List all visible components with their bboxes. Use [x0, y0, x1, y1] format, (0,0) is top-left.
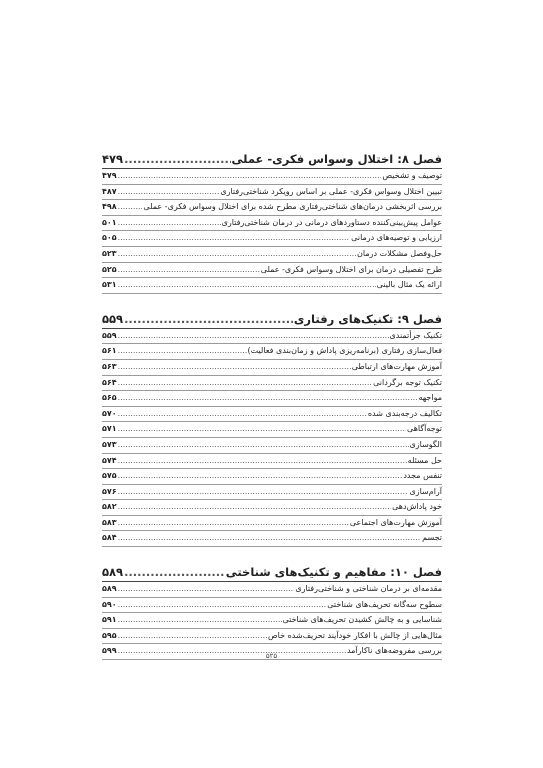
leader-dots: [118, 500, 391, 515]
entry-page-number: ۵۰۵: [102, 233, 117, 243]
leader-dots: [118, 329, 389, 344]
leader-dots: [118, 391, 418, 406]
entry-page-number: ۵۶۴: [102, 377, 117, 387]
entry-title: حل‌وفصل مشکلات درمان: [357, 248, 442, 258]
toc-entry: [102, 582, 442, 598]
entry-title: تکنیک جرأتمندی: [389, 330, 442, 340]
leader-dots: [118, 263, 260, 278]
leader-dots: [118, 407, 367, 422]
entry-page-number: ۵۸۹: [102, 584, 117, 594]
toc-entry: [102, 247, 442, 263]
entry-title: تکالیف درجه‌بندی شده: [367, 408, 442, 418]
entry-page-number: ۵۳۱: [102, 280, 117, 290]
leader-dots: [124, 152, 230, 167]
toc-entry: [102, 531, 442, 547]
toc-entry: [102, 500, 442, 516]
toc-entry: [102, 231, 442, 247]
leader-dots: [118, 629, 267, 644]
entry-title: سطوح سه‌گانه تحریف‌های شناختی: [327, 599, 442, 609]
entry-page-number: ۵۶۵: [102, 393, 117, 403]
entry-page-number: ۵۶۳: [102, 361, 117, 371]
entry-title: توجه‌آگاهی: [407, 424, 442, 434]
toc-entry: [102, 613, 442, 629]
toc-entry: [102, 454, 442, 470]
entry-page-number: ۴۸۷: [102, 186, 117, 196]
chapter-heading: [102, 312, 442, 329]
entry-title: بررسی مفروضه‌های ناکارآمد: [346, 646, 442, 656]
leader-dots: [118, 438, 409, 453]
toc-entry: [102, 360, 442, 376]
toc-entry: [102, 407, 442, 423]
toc-entry: [102, 169, 442, 185]
leader-dots: [118, 469, 403, 484]
toc-entry: [102, 629, 442, 645]
chapter-page-number: ۵۸۹: [102, 565, 124, 580]
leader-dots: [118, 278, 376, 293]
entry-page-number: ۵۶۱: [102, 346, 117, 356]
entry-title: تکنیک توجه برگردانی: [373, 377, 442, 387]
entry-title: فعال‌سازی رفتاری (برنامه‌ریزی پاداش و زمان‌بندی فعالیت): [247, 346, 442, 356]
toc-entry: [102, 200, 442, 216]
entry-page-number: ۵۹۹: [102, 646, 117, 656]
entry-title: خود پاداش‌دهی: [392, 502, 442, 512]
leader-dots: [118, 216, 221, 231]
toc-entry: [102, 216, 442, 232]
entry-title: تنفس مجدد: [403, 471, 442, 481]
entry-title: آموزش مهارت‌های اجتماعی: [349, 517, 442, 527]
leader-dots: [118, 598, 327, 613]
entry-page-number: ۵۷۰: [102, 408, 117, 418]
chapter-title: فصل ۸: اختلال وسواس فکری- عملی: [231, 152, 442, 166]
entry-title: تبیین اختلال وسواس فکری- عملی بر اساس رویکرد شناختی‌رفتاری: [220, 186, 442, 196]
leader-dots: [118, 376, 372, 391]
toc-entry: [102, 185, 442, 201]
entry-title: توصیف و تشخیص: [382, 171, 442, 180]
entry-page-number: ۵۹۵: [102, 630, 117, 640]
toc-entry: [102, 469, 442, 485]
entry-title: بررسی اثربخشی درمان‌های شناختی‌رفتاری مطرح شده برای اختلال وسواس فکری- عملی: [143, 202, 442, 212]
entry-title: الگوسازی: [409, 439, 442, 449]
entry-page-number: ۵۸۲: [102, 502, 117, 512]
entry-title: تجسم: [422, 533, 442, 543]
entry-title: مقدمه‌ای بر درمان شناختی و شناختی‌رفتاری: [295, 584, 442, 594]
leader-dots: [118, 344, 247, 359]
entry-title: آموزش مهارت‌های ارتباطی: [351, 361, 442, 371]
entry-page-number: ۵۵۹: [102, 330, 117, 340]
leader-dots: [118, 531, 421, 546]
entry-page-number: ۵۸۴: [102, 533, 117, 543]
leader-dots: [118, 169, 382, 184]
entry-page-number: ۵۰۱: [102, 217, 117, 227]
entry-title: ارزیابی و توصیه‌های درمانی: [351, 233, 442, 243]
entry-page-number: ۴۹۸: [102, 202, 117, 212]
entry-page-number: ۴۷۹: [102, 171, 117, 180]
chapter-heading: [102, 565, 442, 582]
entry-page-number: ۵۲۵: [102, 264, 117, 274]
chapter-title: فصل ۱۰: مفاهیم و تکنیک‌های شناختی: [225, 565, 442, 580]
leader-dots: [118, 360, 351, 375]
toc-entry: [102, 485, 442, 501]
leader-dots: [118, 422, 406, 437]
toc-entry: [102, 263, 442, 279]
leader-dots: [118, 231, 351, 246]
chapter-heading: [102, 152, 442, 169]
leader-dots: [118, 516, 349, 531]
leader-dots: [124, 312, 293, 327]
entry-page-number: ۵۷۱: [102, 424, 117, 434]
leader-dots: [118, 582, 295, 597]
leader-dots: [118, 485, 409, 500]
leader-dots: [118, 454, 407, 469]
chapter-section: [102, 565, 442, 660]
entry-page-number: ۵۷۴: [102, 455, 117, 465]
toc-entry: [102, 438, 442, 454]
entry-page-number: ۵۸۳: [102, 517, 117, 527]
entry-title: ارائه یک مثال بالینی: [376, 280, 442, 290]
leader-dots: [118, 613, 282, 628]
chapter-section: [102, 312, 442, 547]
entry-title: مواجهه: [418, 393, 442, 403]
toc-entry: [102, 598, 442, 614]
entry-title: مثال‌هایی از چالش با افکار خودآیند تحریف‌شده خاص: [268, 630, 442, 640]
toc-entry: [102, 391, 442, 407]
entry-title: طرح تفصیلی درمان برای اختلال وسواس فکری- عملی: [260, 264, 442, 274]
toc-entry: [102, 376, 442, 392]
table-of-contents: [102, 152, 442, 678]
entry-page-number: ۵۷۳: [102, 439, 117, 449]
entry-page-number: ۵۹۰: [102, 599, 117, 609]
toc-entry: [102, 422, 442, 438]
entry-page-number: ۵۷۵: [102, 471, 117, 481]
leader-dots: [118, 200, 143, 215]
folio-page-number: ۵۲۵: [265, 652, 278, 660]
toc-entry: [102, 344, 442, 360]
leader-dots: [124, 565, 225, 580]
toc-entry: [102, 278, 442, 294]
entry-page-number: ۵۹۱: [102, 615, 117, 625]
entry-title: عوامل پیش‌بینی‌کننده دستاوردهای درمانی در درمان شناختی‌رفتاری: [221, 217, 442, 227]
leader-dots: [118, 185, 220, 200]
entry-title: حل مسئله: [407, 455, 442, 465]
entry-page-number: ۵۷۶: [102, 486, 117, 496]
toc-entry: [102, 329, 442, 345]
entry-page-number: ۵۲۳: [102, 248, 117, 258]
entry-title: شناسایی و به چالش کشیدن تحریف‌های شناختی: [282, 615, 442, 625]
chapter-page-number: ۴۷۹: [102, 152, 124, 166]
chapter-page-number: ۵۵۹: [102, 311, 124, 326]
chapter-section: [102, 152, 442, 294]
chapter-title: فصل ۹: تکنیک‌های رفتاری: [293, 311, 442, 326]
toc-entry: [102, 516, 442, 532]
leader-dots: [118, 247, 356, 262]
entry-title: آرام‌سازی: [409, 486, 442, 496]
